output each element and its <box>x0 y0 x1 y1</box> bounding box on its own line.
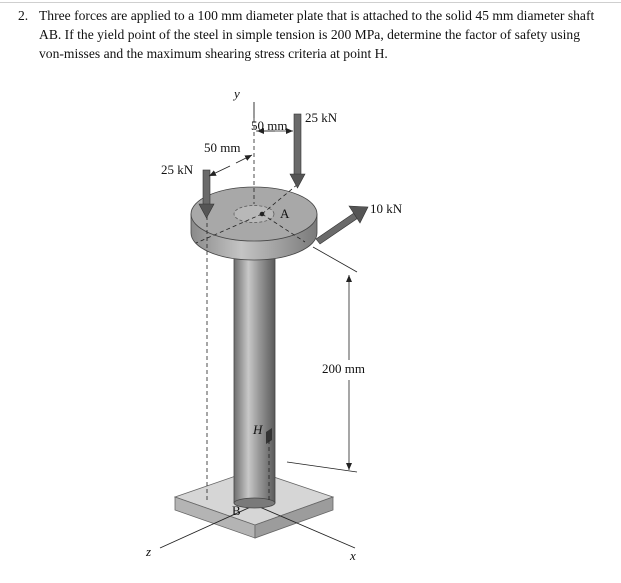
force-10kn-arrow <box>316 206 368 244</box>
axis-x-label: x <box>350 548 356 563</box>
point-a-label: A <box>280 206 290 221</box>
axis-z-label: z <box>146 544 152 559</box>
point-h-label: H <box>253 422 263 437</box>
force-side-label: 10 kN <box>370 201 403 216</box>
dim-top-label: 50 mm <box>251 118 288 133</box>
dim-left-50mm <box>209 155 252 176</box>
problem-number: 2. <box>18 8 29 23</box>
dim-left-label: 50 mm <box>204 140 241 155</box>
dim-height-label: 200 mm <box>322 361 365 376</box>
force-top-label: 25 kN <box>305 110 338 125</box>
force-left-label: 25 kN <box>161 162 194 177</box>
dim-height-200mm <box>287 247 357 472</box>
axis-y-label: y <box>234 86 240 101</box>
problem-text: Three forces are applied to a 100 mm diameter plate that is attached to the solid 45 mm diameter shaft AB. If the yield point of the steel in simple tension is 200 MPa, determine the factor of safety using von-misses and the maximum shearing stress criteria at point H. <box>39 8 595 61</box>
force-25kn-top-arrow <box>290 114 305 188</box>
point-b-label: B <box>232 503 241 518</box>
